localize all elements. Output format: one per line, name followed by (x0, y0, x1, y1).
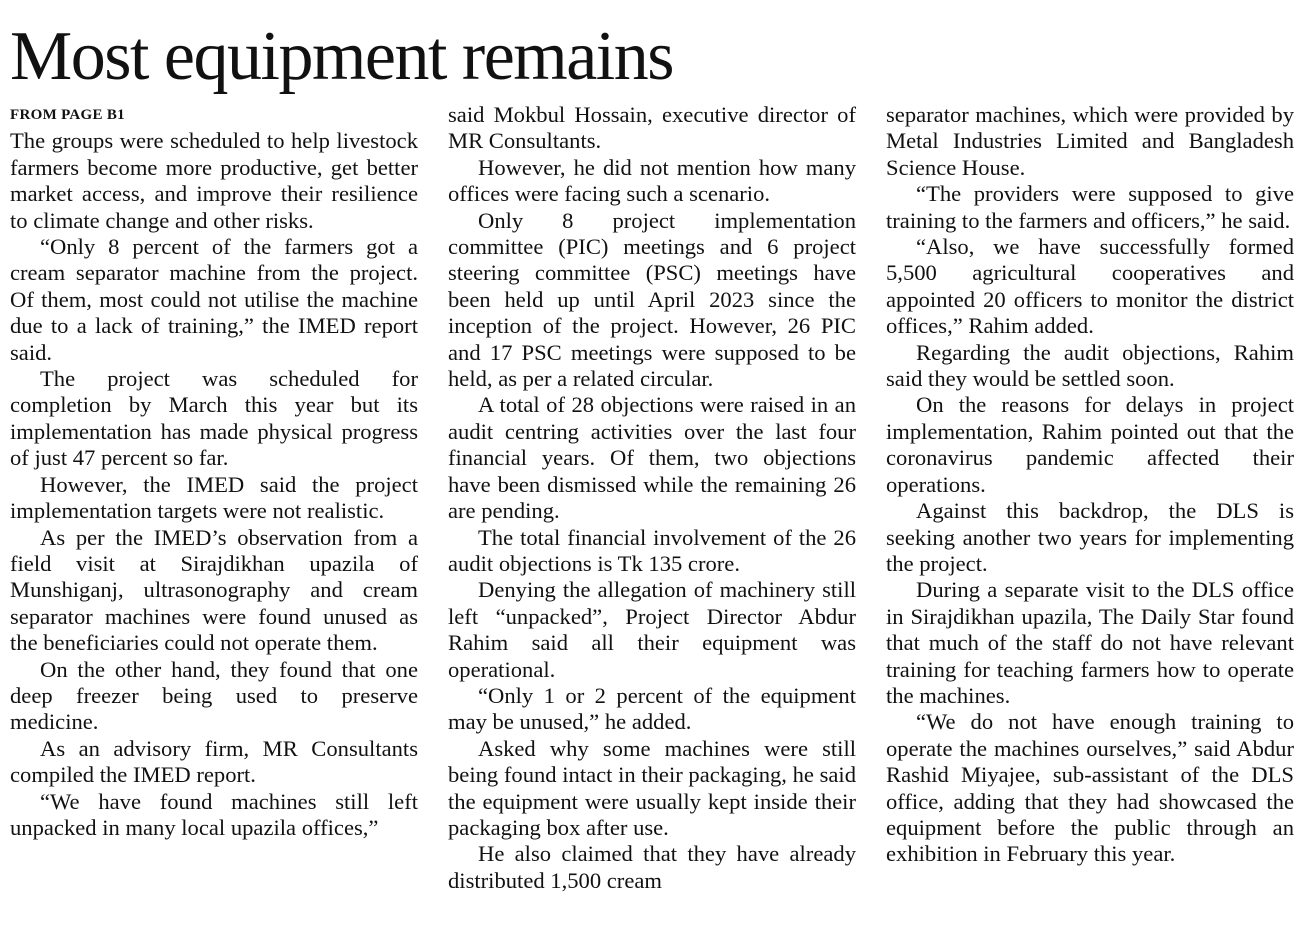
paragraph: However, he did not mention how many offices were facing such a scenario. (448, 154, 856, 207)
paragraph: “We do not have enough training to operate the machines ourselves,” said Abdur Rashid Miyajee, sub-assistant of the DLS office, adding that they had showcased the equipment before the public through an exhibition in February this year. (886, 709, 1294, 867)
paragraph: He also claimed that they have already distributed 1,500 cream (448, 841, 856, 893)
paragraph: “The providers were supposed to give training to the farmers and officers,” he said. (886, 181, 1294, 233)
paragraph: However, the IMED said the project implementation targets were not realistic. (10, 471, 418, 524)
paragraph: Asked why some machines were still being found intact in their packaging, he said the equipment were usually kept inside their packaging box after use. (448, 735, 856, 840)
paragraph: “Only 8 percent of the farmers got a cream separator machine from the project. Of them, most could not utilise the machine due to a lack of training,” the IMED report said. (10, 234, 418, 365)
paragraph: The groups were scheduled to help livestock farmers become more productive, get better market access, and improve their resilience to climate change and other risks. (10, 128, 418, 233)
paragraph: “Only 1 or 2 percent of the equipment may be unused,” he added. (448, 682, 856, 735)
article-column-3 (886, 102, 1294, 868)
paragraph: Against this backdrop, the DLS is seeking another two years for implementing the project. (886, 498, 1294, 576)
paragraph: As per the IMED’s observation from a field visit at Sirajdikhan upazila of Munshiganj, ultrasonography and cream separator machines were found unused as the beneficiaries could not operate them. (10, 524, 418, 656)
paragraph: Regarding the audit objections, Rahim said they would be settled soon. (886, 339, 1294, 392)
continued-from-label: FROM PAGE B1 (10, 107, 125, 123)
article-column-1 (10, 102, 418, 841)
paragraph: On the reasons for delays in project implementation, Rahim pointed out that the coronavirus pandemic affected their operations. (886, 392, 1294, 497)
paragraph: separator machines, which were provided by Metal Industries Limited and Bangladesh Science House. (886, 102, 1294, 180)
paragraph: Denying the allegation of machinery still left “unpacked”, Project Director Abdur Rahim said all their equipment was operational. (448, 577, 856, 682)
paragraph: Only 8 project implementation committee (PIC) meetings and 6 project steering committee (PSC) meetings have been held up until April 2023 since the inception of the project. However, 26 PIC and 17 PSC meetings were supposed to be held, as per a related circular. (448, 207, 856, 392)
paragraph: The project was scheduled for completion by March this year but its implementation has made physical progress of just 47 percent so far. (10, 366, 418, 471)
paragraph: “Also, we have successfully formed 5,500 agricultural cooperatives and appointed 20 officers to monitor the district offices,” Rahim added. (886, 234, 1294, 339)
headline: Most equipment remains (10, 18, 674, 95)
paragraph: said Mokbul Hossain, executive director of MR Consultants. (448, 102, 856, 154)
paragraph: The total financial involvement of the 26 audit objections is Tk 135 crore. (448, 524, 856, 576)
paragraph: A total of 28 objections were raised in an audit centring activities over the last four financial years. Of them, two objections have been dismissed while the remaining 26 are pending. (448, 392, 856, 524)
article-column-2 (448, 102, 856, 894)
paragraph: On the other hand, they found that one deep freezer being used to preserve medicine. (10, 656, 418, 735)
paragraph: As an advisory firm, MR Consultants compiled the IMED report. (10, 735, 418, 788)
paragraph: “We have found machines still left unpacked in many local upazila offices,” (10, 788, 418, 840)
paragraph: During a separate visit to the DLS office in Sirajdikhan upazila, The Daily Star found that much of the staff do not have relevant training for teaching farmers how to operate the machines. (886, 577, 1294, 708)
